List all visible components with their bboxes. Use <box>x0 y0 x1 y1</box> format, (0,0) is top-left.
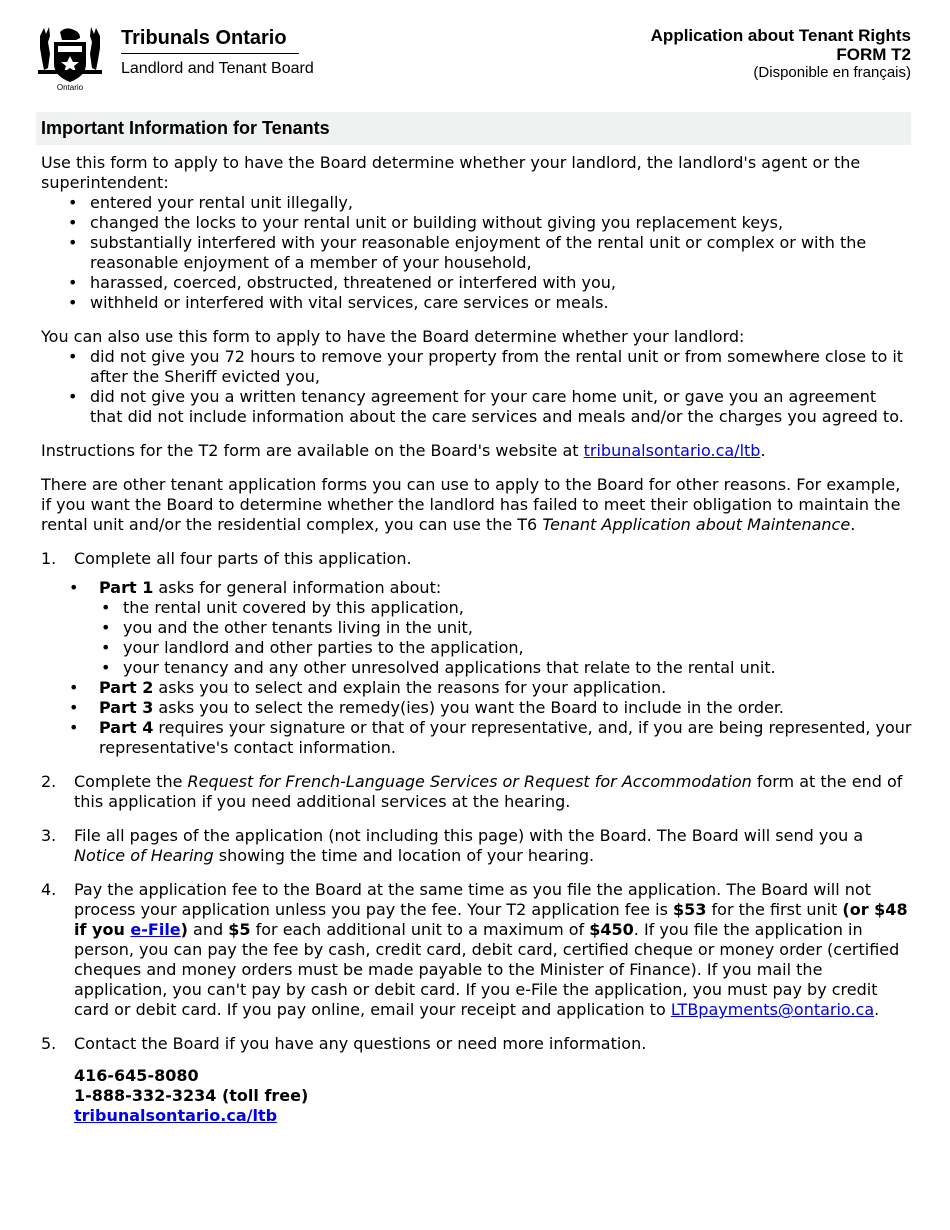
contact-website-link[interactable]: tribunalsontario.ca/ltb <box>74 1106 278 1125</box>
ontario-coat-of-arms-logo <box>36 24 104 94</box>
brand-divider <box>121 53 299 54</box>
list-item: • your landlord and other parties to the application, <box>99 638 913 658</box>
notice-of-hearing: Notice of Hearing <box>74 846 214 865</box>
phone-number: 416-645-8080 <box>74 1066 199 1085</box>
contact-block <box>41 1066 913 1126</box>
request-form-name: Request for French-Language Services or Request for Accommodation <box>187 772 752 791</box>
list-item: • you and the other tenants living in the unit, <box>99 618 913 638</box>
list-item: • withheld or interfered with vital services, care services or meals. <box>41 293 913 313</box>
list-item: • did not give you 72 hours to remove your property from the rental unit or from somewhere close to it after the Sheriff evicted you, <box>41 347 913 387</box>
step-4: 4. Pay the application fee to the Board at the same time as you file the application. The Board will not process your application unless you pay the fee. Your T2 application fee is $53 for the first unit (or $48 if you e-File) and $5 for each additional unit to a maximum of $450. If you file the application in person, you can pay the fee by cash, credit card, debit card, certified cheque or money order (certified cheques and money orders must be made payable to the Minister of Finance). If you mail the application, you can't pay by cash or debit card. If you e-File the application, you must pay by credit card or debit card. If you pay online, email your receipt and application to LTBpayments@ontario.ca. <box>41 880 908 1019</box>
step-number: 1. <box>41 549 57 568</box>
french-availability-note: (Disponible en français) <box>753 64 911 81</box>
board-name: Landlord and Tenant Board <box>121 60 314 77</box>
step-number: 4. <box>41 880 57 899</box>
part-1-sublist <box>99 598 913 678</box>
org-name: Tribunals Ontario <box>121 27 287 49</box>
efile-link[interactable]: e-File <box>130 920 181 939</box>
parts-list <box>41 578 913 758</box>
list-item: • entered your rental unit illegally, <box>41 193 913 213</box>
page-header <box>0 0 950 100</box>
step-number: 3. <box>41 826 57 845</box>
step-3: 3. File all pages of the application (not including this page) with the Board. The Board will send you a Notice of Hearing showing the time and location of your hearing. <box>41 826 864 865</box>
form-code: FORM T2 <box>836 45 911 64</box>
list-item: • the rental unit covered by this application, <box>99 598 913 618</box>
application-fee: $53 <box>673 900 707 919</box>
step-number: 5. <box>41 1034 57 1053</box>
list-item: • your tenancy and any other unresolved applications that relate to the rental unit. <box>99 658 913 678</box>
step-5: 5. Contact the Board if you have any questions or need more information. <box>41 1034 647 1053</box>
maximum-fee: $450 <box>589 920 634 939</box>
form-title: Application about Tenant Rights <box>650 26 911 45</box>
main-content <box>41 153 913 1126</box>
part-3-item: • Part 3 asks you to select the remedy(ies) you want the Board to include in the order. <box>41 698 913 718</box>
step-text: Complete all four parts of this application. <box>74 549 412 568</box>
other-forms-paragraph: There are other tenant application forms you can use to apply to the Board for other reasons. For example, if you want the Board to determine whether the landlord has failed to meet their obligation to maintain the rental unit and/or the residential complex, you can use the T6 Tenant Application about Maintenance. <box>41 475 901 534</box>
form-identifier <box>651 26 911 81</box>
part-2-item: • Part 2 asks you to select and explain the reasons for your application. <box>41 678 913 698</box>
payments-email-link[interactable]: LTBpayments@ontario.ca <box>670 1000 875 1019</box>
instructions-paragraph: Instructions for the T2 form are available on the Board's website at tribunalsontario.ca/ltb. <box>41 441 766 460</box>
ltb-website-link[interactable]: tribunalsontario.ca/ltb <box>583 441 761 460</box>
intro-text: Use this form to apply to have the Board determine whether your landlord, the landlord's agent or the superintendent: <box>41 153 861 192</box>
step-2: 2. Complete the Request for French-Language Services or Request for Accommodation form at the end of this application if you need additional services at the hearing. <box>41 772 903 811</box>
logo-caption: Ontario <box>56 83 84 92</box>
list-item: • substantially interfered with your reasonable enjoyment of the rental unit or complex or with the reasonable enjoyment of a member of your household, <box>41 233 913 273</box>
part-4-item: • Part 4 requires your signature or that of your representative, and, if you are being represented, your representative's contact information. <box>41 718 913 758</box>
step-1 <box>41 549 913 569</box>
brand-block <box>121 26 314 79</box>
intro-list <box>41 193 913 313</box>
list-item: • harassed, coerced, obstructed, threatened or interfered with you, <box>41 273 913 293</box>
list-item: • did not give you a written tenancy agreement for your care home unit, or gave you an agreement that did not include information about the care services and meals and/or the charges you agreed to. <box>41 387 913 427</box>
list-item: • changed the locks to your rental unit or building without giving you replacement keys, <box>41 213 913 233</box>
t6-form-name: Tenant Application about Maintenance <box>542 515 851 534</box>
toll-free-number: 1-888-332-3234 (toll free) <box>74 1086 309 1105</box>
additional-unit-fee: $5 <box>228 920 251 939</box>
also-list <box>41 347 913 427</box>
step-number: 2. <box>41 772 57 791</box>
also-text: You can also use this form to apply to have the Board determine whether your landlord: <box>41 327 745 346</box>
part-1-item: • Part 1 asks for general information about: • the rental unit covered by this application, • you and the other tenants living in the unit, • your landlord and other parties to the application, • your tenancy and any other unresolved applications that relate to the rental unit. <box>41 578 913 678</box>
section-banner: Important Information for Tenants <box>36 112 911 145</box>
